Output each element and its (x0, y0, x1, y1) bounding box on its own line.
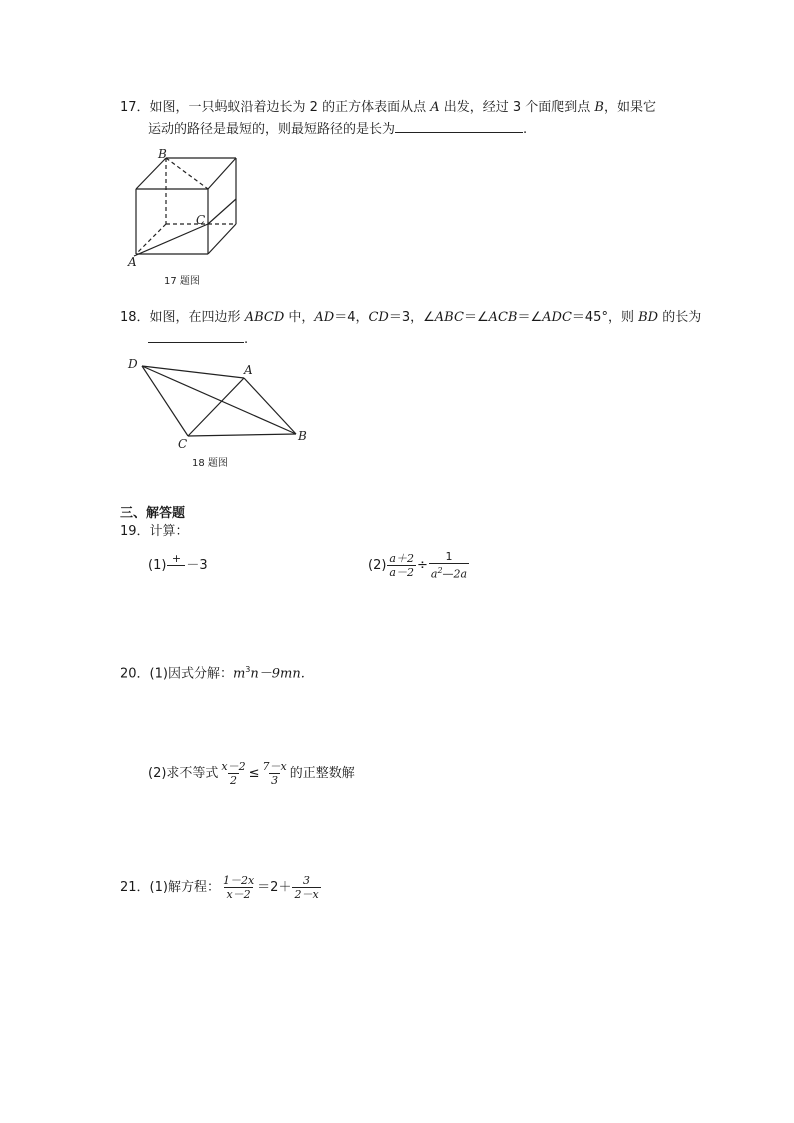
cube-hidden-edge (166, 158, 208, 189)
q20-leq: ≤ (248, 766, 260, 781)
q19-part2-op: ÷ (416, 557, 428, 573)
q20-fraction2 (261, 760, 289, 787)
cube-label-a: A (128, 255, 137, 269)
q18-line1 (120, 308, 701, 328)
q20-frac1-den: 2 (230, 774, 238, 787)
q19-number: 19． (120, 524, 150, 539)
q19-part2-den2 (429, 563, 469, 581)
q18-eq2: ＝∠ (517, 310, 543, 325)
q17-text-c: ，如果它 (603, 100, 656, 115)
q17-cube-figure (126, 144, 256, 294)
q17-point-a: A (430, 100, 440, 115)
q17-text-line2: 运动的路径是最短的，则最短路径的是长为 (148, 122, 396, 137)
q18-quadrilateral-figure (124, 354, 314, 470)
q18-end: . (244, 332, 249, 347)
q17-text-a: 如图，一只蚂蚁沿着边长为 2 的正方体表面从点 (149, 100, 431, 115)
q19-part2-fraction2 (429, 550, 469, 581)
q21-frac2-den: 2－x (294, 888, 319, 901)
quad-label-d: D (128, 357, 138, 371)
cube-edge (208, 158, 236, 189)
q19-part1-label: (1) (148, 558, 167, 573)
q20-expr-rest: n－9mn. (250, 666, 305, 682)
q18-cd: CD (368, 310, 389, 325)
q18-answer-blank[interactable] (148, 328, 244, 343)
q17-number: 17． (120, 100, 150, 115)
q19-den2-b: —2a (442, 567, 468, 581)
q18-line2 (148, 328, 248, 350)
q19-title-line (120, 522, 189, 542)
q21-number: 21． (120, 880, 150, 895)
q18-figure-caption: 18 题图 (192, 458, 228, 469)
q19-part1-den (167, 565, 185, 579)
q19-part2-num1: a＋2 (389, 551, 414, 565)
q20-part2 (148, 760, 355, 787)
q18-acb: ACB (488, 310, 518, 325)
section-title: 三、解答题 (120, 506, 186, 521)
cube-label-b: B (158, 147, 167, 161)
ant-path (208, 199, 236, 224)
q17-point-b: B (594, 100, 604, 115)
q19-part2-label: (2) (368, 557, 387, 573)
q18-tail: 的长为 (658, 310, 702, 325)
q17-figure-caption: 17 题图 (164, 276, 200, 287)
q18-bd: BD (638, 310, 659, 325)
cube-edge (208, 224, 236, 254)
q18-eq1: ＝∠ (463, 310, 489, 325)
q20-number: 20． (120, 666, 150, 682)
q17-text-b: 出发，经过 3 个面爬到点 (439, 100, 595, 115)
q18-quad: ABCD (244, 310, 285, 325)
q20-part2-tail: 的正整数解 (289, 766, 355, 781)
q18-abc: ABC (434, 310, 464, 325)
diagonal-db (142, 366, 296, 434)
q19-part2-num2: 1 (445, 550, 453, 563)
q18-ad: AD (314, 310, 335, 325)
edge-bc (188, 434, 296, 436)
q20-expr-exp: 3 (245, 665, 251, 674)
q19-den2-a: a (430, 567, 438, 581)
q21-part1 (120, 874, 322, 901)
q17-end: . (523, 122, 528, 137)
q21-fraction1 (221, 874, 256, 901)
ant-path (134, 224, 208, 256)
q17-line1 (120, 98, 656, 118)
q19-title: 计算： (149, 524, 189, 539)
q21-part1-label: (1)解方程： (149, 880, 220, 895)
q19-part1-fraction (167, 552, 185, 579)
q21-frac2-num: 3 (303, 874, 311, 887)
q20-fraction1 (219, 760, 247, 787)
quad-label-a: A (244, 363, 253, 377)
q17-line2 (148, 118, 527, 140)
cube-label-c: C (196, 213, 206, 227)
q18-text-b: 中， (284, 310, 315, 325)
q20-frac2-den: 3 (271, 774, 279, 787)
q18-angle: ＝45°，则 (571, 310, 639, 325)
q19-part2-fraction1 (387, 552, 416, 579)
q19-part2-den1: a－2 (389, 565, 414, 579)
q19-part1-tail: －3 (186, 558, 208, 573)
q18-text-a: 如图，在四边形 (149, 310, 245, 325)
edge-ab (244, 378, 296, 434)
cube-edge (136, 158, 166, 189)
q20-part1-label: (1)因式分解： (149, 666, 233, 682)
q18-cd-val: ＝3，∠ (388, 310, 435, 325)
quad-label-b: B (298, 429, 307, 443)
q17-answer-blank[interactable] (395, 118, 523, 133)
cube-hidden-edge (136, 224, 166, 254)
edge-da (142, 366, 244, 378)
q21-mid: ＝2＋ (257, 880, 292, 895)
q20-frac1-num: x－2 (221, 760, 246, 773)
q19-part2 (368, 550, 470, 581)
q20-part2-label: (2)求不等式 (148, 766, 219, 781)
q20-part1 (120, 660, 305, 684)
q19-den2-exp: 2 (437, 566, 443, 575)
q19-part1 (148, 552, 208, 579)
q21-frac1-den: x－2 (226, 888, 251, 901)
q18-number: 18． (120, 310, 150, 325)
q20-expr-m: m (232, 666, 246, 682)
q20-frac2-num: 7－x (262, 760, 287, 773)
q18-ad-val: ＝4， (334, 310, 369, 325)
quad-label-c: C (178, 437, 188, 451)
q21-frac1-num: 1－2x (222, 874, 255, 887)
q18-adc: ADC (542, 310, 572, 325)
q19-part1-num: + (171, 552, 182, 565)
q21-fraction2 (292, 874, 320, 901)
